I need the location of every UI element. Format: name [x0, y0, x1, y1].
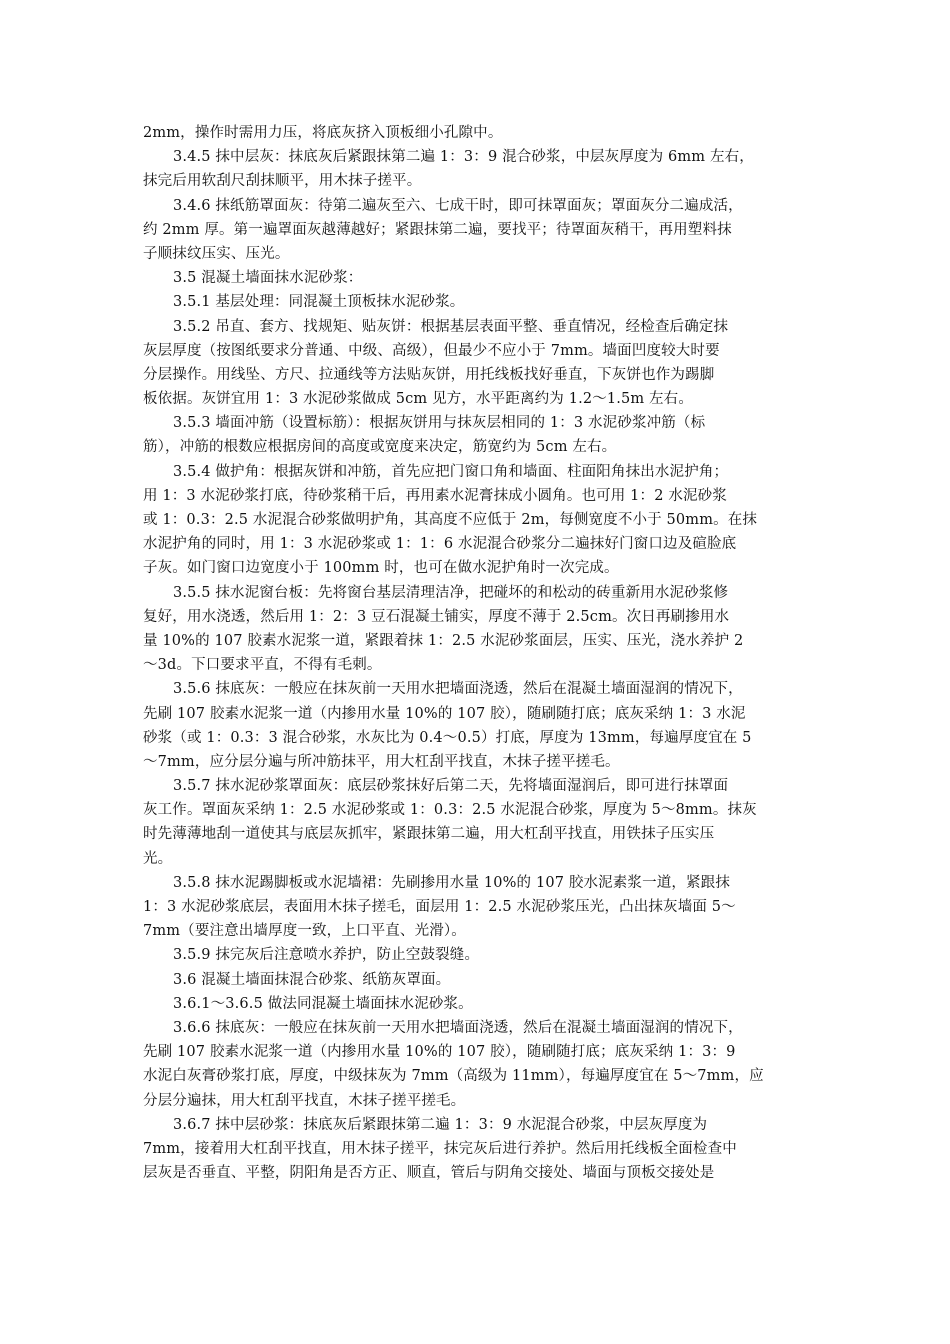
text-line: 或 1：0.3：2.5 水泥混合砂浆做明护角，其高度不应低于 2m，每侧宽度不小于 50mm。在抹	[143, 512, 758, 528]
text-line: 3.6.6 抹底灰：一般应在抹灰前一天用水把墙面浇透，然后在混凝土墙面湿润的情况下，	[173, 1019, 743, 1036]
text-line: 分层分遍抹，用大杠刮平找直，木抹子搓平搓毛。	[143, 1092, 466, 1109]
text-line: 约 2mm 厚。第一遍罩面灰越薄越好；紧跟抹第二遍，要找平；待罩面灰稍干，再用塑料抹	[143, 221, 732, 238]
text-line: 3.5 混凝土墙面抹水泥砂浆：	[173, 270, 363, 287]
text-line: 3.5.9 抹完灰后注意喷水养护，防止空鼓裂缝。	[173, 947, 480, 964]
text-line: 3.6 混凝土墙面抹混合砂浆、纸筋灰罩面。	[173, 971, 451, 988]
text-line: 用 1：3 水泥砂浆打底，待砂浆稍干后，再用素水泥膏抹成小圆角。也可用 1：2 水泥砂浆	[143, 487, 727, 504]
text-line: 时先薄薄地刮一道使其与底层灰抓牢，紧跟抹第二遍，用大杠刮平找直，用铁抹子压实压	[143, 826, 715, 843]
text-line: 子灰。如门窗口边宽度小于 100mm 时，也可在做水泥护角时一次完成。	[143, 560, 619, 577]
text-line: 3.6.1～3.6.5 做法同混凝土墙面抹水泥砂浆。	[173, 995, 473, 1012]
text-line: 3.5.4 做护角：根据灰饼和冲筋，首先应把门窗口角和墙面、柱面阳角抹出水泥护角；	[173, 463, 729, 480]
text-line: 板依据。灰饼宜用 1：3 水泥砂浆做成 5cm 见方，水平距离约为 1.2～1.5m 左右。	[143, 391, 693, 408]
text-line: 层灰是否垂直、平整，阴阳角是否方正、顺直，管后与阴角交接处、墙面与顶板交接处是	[143, 1165, 715, 1182]
text-line: 抹完后用软刮尺刮抹顺平，用木抹子搓平。	[143, 173, 422, 190]
text-line: 7mm，接着用大杠刮平找直，用木抹子搓平，抹完灰后进行养护。然后用托线板全面检查中	[143, 1140, 737, 1157]
text-line: 分层操作。用线坠、方尺、拉通线等方法贴灰饼，用托线板找好垂直，下灰饼也作为踢脚	[143, 366, 715, 383]
text-line: 复好，用水浇透，然后用 1：2：3 豆石混凝土铺实，厚度不薄于 2.5cm。次日再刷掺用水	[143, 608, 730, 625]
text-line: 3.5.8 抹水泥踢脚板或水泥墙裙：先刷掺用水量 10%的 107 胶水泥素浆一道，紧跟抹	[173, 874, 730, 891]
text-line: 光。	[143, 850, 173, 867]
text-line: 水泥白灰膏砂浆打底，厚度，中级抹灰为 7mm（高级为 11mm），每遍厚度宜在 5～7mm，应	[143, 1068, 764, 1085]
text-line: 3.4.5 抹中层灰：抹底灰后紧跟抹第二遍 1：3：9 混合砂浆，中层灰厚度为 6mm 左右，	[173, 149, 754, 166]
text-line: 2mm，操作时需用力压，将底灰挤入顶板细小孔隙中。	[143, 125, 503, 141]
text-line: 灰层厚度（按图纸要求分普通、中级、高级），但最少不应小于 7mm。墙面凹度较大时要	[143, 342, 720, 359]
text-line: 1：3 水泥砂浆底层，表面用木抹子搓毛，面层用 1：2.5 水泥砂浆压光，凸出抹灰墙面 5～	[143, 899, 736, 915]
text-line: 3.4.6 抹纸筋罩面灰：待第二遍灰至六、七成干时，即可抹罩面灰；罩面灰分二遍成活，	[173, 197, 743, 214]
text-line: 3.5.1 基层处理：同混凝土顶板抹水泥砂浆。	[173, 294, 465, 311]
text-line: 灰工作。罩面灰采纳 1：2.5 水泥砂浆或 1：0.3：2.5 水泥混合砂浆，厚度为 5～8mm。抹灰	[143, 802, 757, 819]
document-body	[143, 121, 811, 1185]
text-line: 3.5.2 吊直、套方、找规矩、贴灰饼：根据基层表面平整、垂直情况，经检查后确定抹	[173, 318, 729, 335]
text-line: 3.5.3 墙面冲筋（设置标筋）：根据灰饼用与抹灰层相同的 1：3 水泥砂浆冲筋（标	[173, 415, 706, 432]
text-line: 3.5.7 抹水泥砂浆罩面灰：底层砂浆抹好后第二天，先将墙面湿润后，即可进行抹罩面	[173, 778, 729, 795]
text-line: 量 10%的 107 胶素水泥浆一道，紧跟着抹 1：2.5 水泥砂浆面层，压实、压光，浇水养护 2	[143, 632, 744, 649]
text-line: ～7mm，应分层分遍与所冲筋抹平，用大杠刮平找直，木抹子搓平搓毛。	[143, 753, 620, 770]
text-line: 3.6.7 抹中层砂浆：抹底灰后紧跟抹第二遍 1：3：9 水泥混合砂浆，中层灰厚度为	[173, 1116, 708, 1133]
text-line: 筋），冲筋的根数应根据房间的高度或宽度来决定，筋宽约为 5cm 左右。	[143, 439, 617, 456]
text-line: 先刷 107 胶素水泥浆一道（内掺用水量 10%的 107 胶），随刷随打底；底灰采纳 1：3 水泥	[143, 705, 746, 722]
text-line: 7mm（要注意出墙厚度一致，上口平直、光滑）。	[143, 923, 466, 940]
text-line: 先刷 107 胶素水泥浆一道（内掺用水量 10%的 107 胶），随刷随打底；底灰采纳 1：3：9	[143, 1044, 736, 1061]
text-line: 砂浆（或 1：0.3：3 混合砂浆，水灰比为 0.4～0.5）打底，厚度为 13mm，每遍厚度宜在 5	[143, 729, 752, 746]
text-line: 3.5.6 抹底灰：一般应在抹灰前一天用水把墙面浇透，然后在混凝土墙面湿润的情况下，	[173, 681, 743, 698]
text-line: ～3d。下口要求平直，不得有毛刺。	[143, 657, 382, 674]
text-line: 子顺抹纹压实、压光。	[143, 245, 290, 262]
text-line: 水泥护角的同时，用 1：3 水泥砂浆或 1：1：6 水泥混合砂浆分二遍抹好门窗口边及碹脸底	[143, 536, 737, 553]
text-line: 3.5.5 抹水泥窗台板：先将窗台基层清理洁净，把碰坏的和松动的砖重新用水泥砂浆修	[173, 584, 729, 601]
